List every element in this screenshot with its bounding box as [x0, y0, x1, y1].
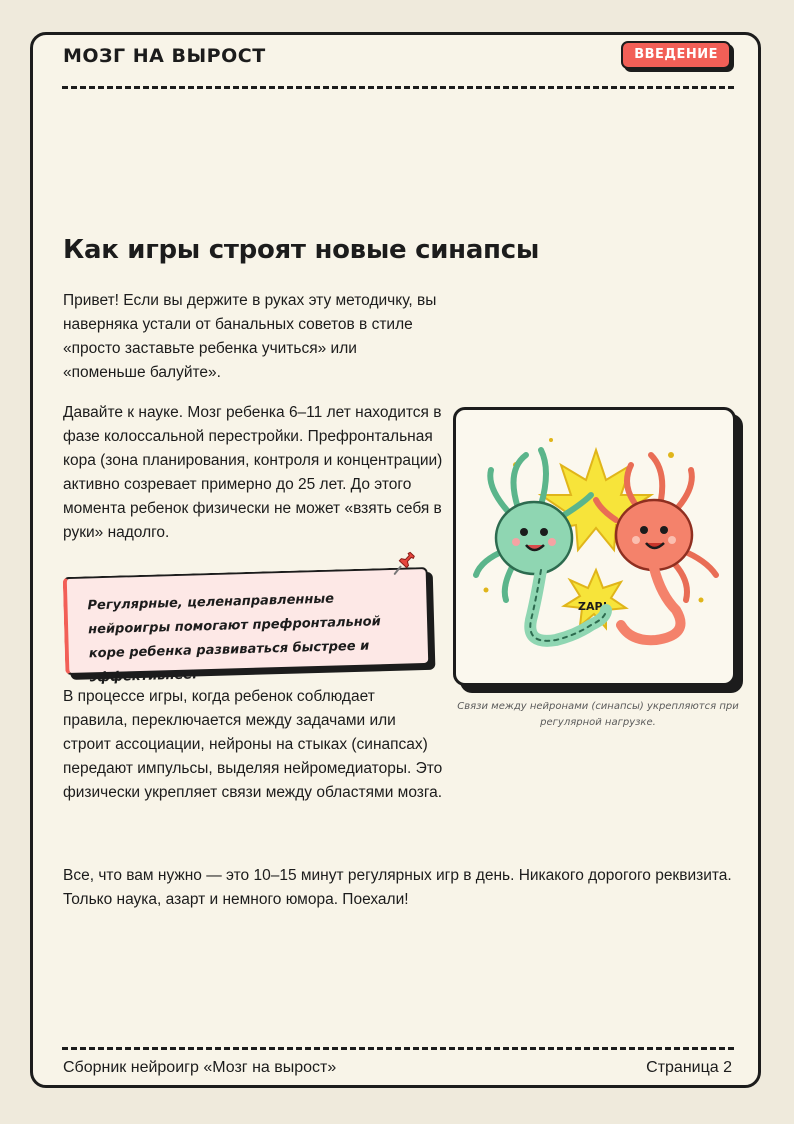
- neurons-illustration: [453, 407, 736, 686]
- header-title: МОЗГ НА ВЫРОСТ: [63, 45, 266, 67]
- figure-caption: Связи между нейронами (синапсы) укрепляются при регулярной нагрузке.: [457, 701, 739, 728]
- section-badge: ВВЕДЕНИЕ: [621, 41, 731, 69]
- footer-book-title: Сборник нейроигр «Мозг на вырост»: [63, 1059, 337, 1076]
- callout-text: Регулярные, целенаправленные нейроигры помогают префронтальной коре ребенка развиваться быстрее и эффективнее.: [87, 591, 381, 686]
- paragraph-intro: Привет! Если вы держите в руках эту методичку, вы наверняка устали от банальных советов в стиле «просто заставьте ребенка учиться» или «поменьше балуйте».: [63, 292, 437, 381]
- paragraph-conclusion: Все, что вам нужно — это 10–15 минут регулярных игр в день. Никакого дорогого реквизита. Только наука, азарт и немного юмора. Поехали!: [63, 867, 732, 908]
- paragraph-science: Давайте к науке. Мозг ребенка 6–11 лет находится в фазе колоссальной перестройки. Префронтальная кора (зона планирования, контроля и концентрации) активно созревает примерно до 25 лет. До этого момента ребенок физически не может «взять себя в руки» надолго.: [63, 404, 443, 541]
- footer-divider: [62, 1047, 734, 1050]
- page-number: Страница 2: [646, 1059, 732, 1076]
- header-divider: [62, 86, 734, 89]
- article-heading: Как игры строят новые синапсы: [63, 235, 540, 265]
- pushpin-icon: [391, 549, 418, 576]
- zap-label: ZAP!: [578, 600, 608, 613]
- neurons-high-five-image: [456, 410, 733, 683]
- page-card: [30, 32, 761, 1088]
- paragraph-process: В процессе игры, когда ребенок соблюдает правила, переключается между задачами или строит ассоциации, нейроны на стыках (синапсах) передают импульсы, выделяя нейромедиаторы. Это физически укрепляет связи между областями мозга.: [63, 688, 443, 801]
- callout-note: [63, 567, 431, 686]
